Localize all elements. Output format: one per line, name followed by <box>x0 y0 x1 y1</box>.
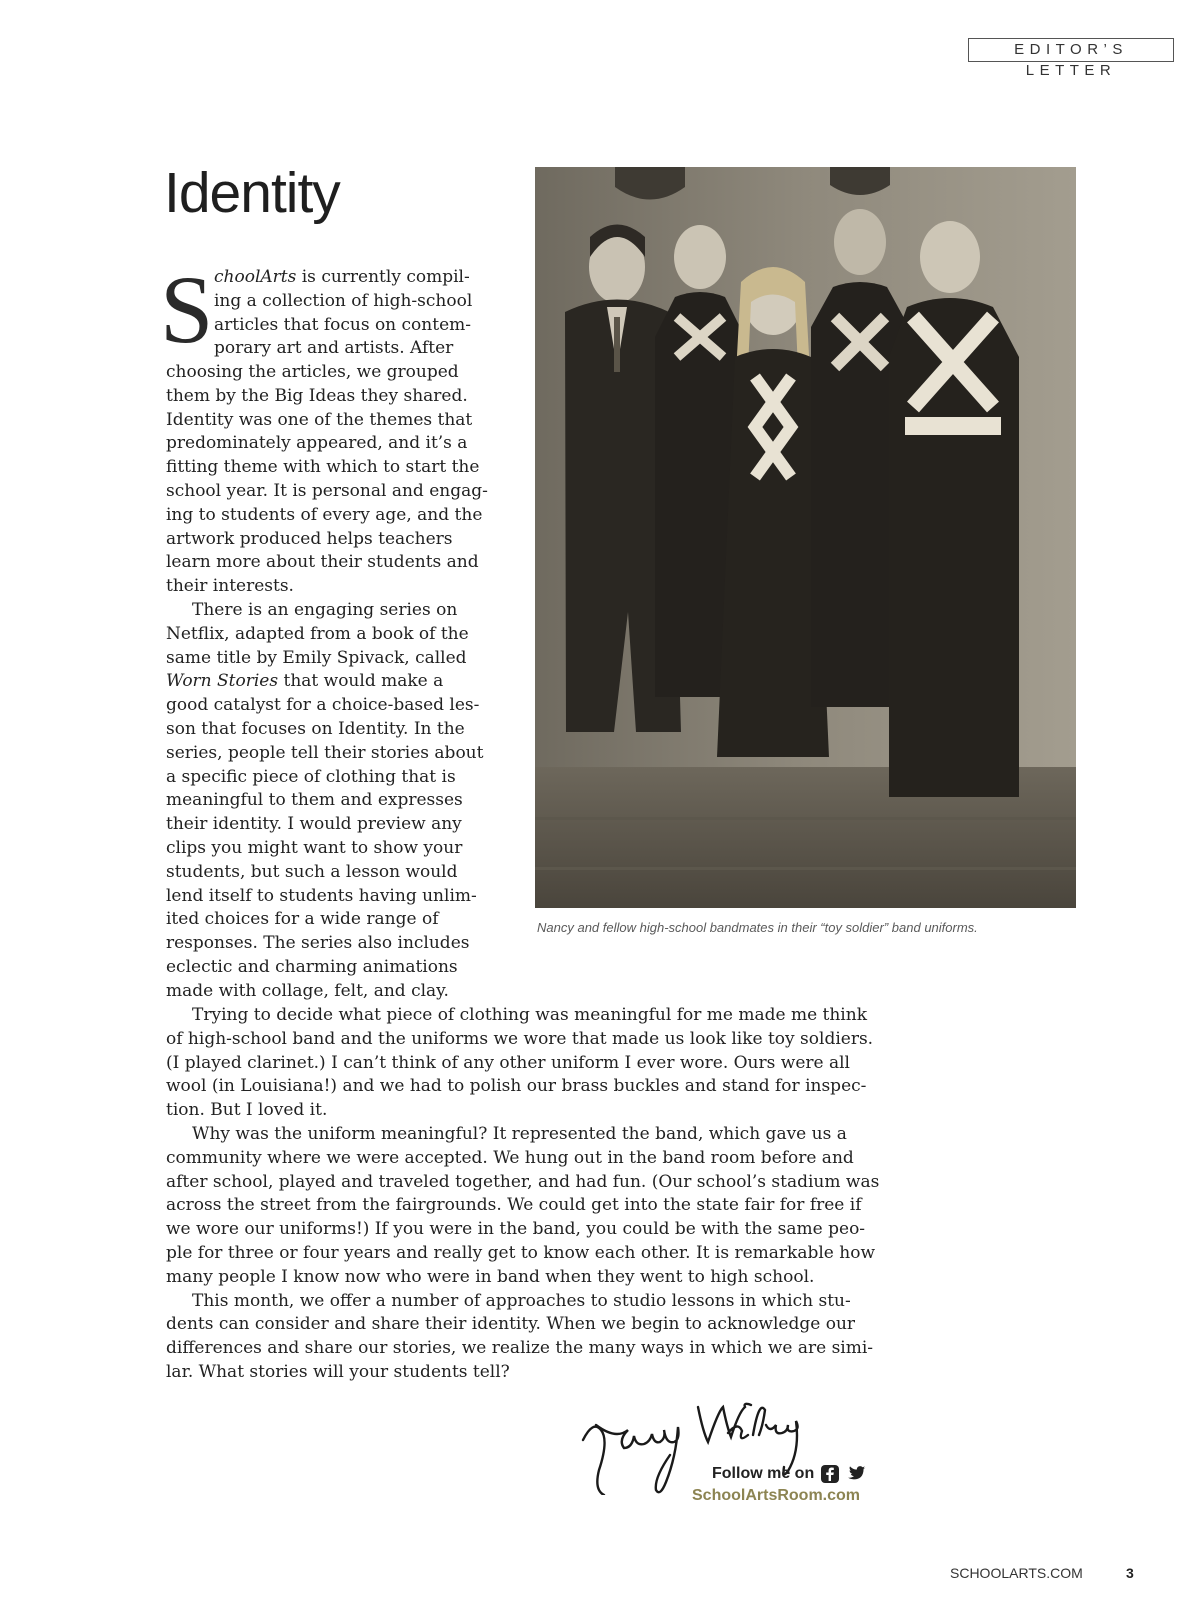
text-line: Worn Stories that would make a <box>166 671 444 692</box>
photo-caption: Nancy and fellow high-school bandmates in their “toy soldier” band uniforms. <box>537 920 978 935</box>
text-line: choolArts is currently compil- <box>214 267 470 287</box>
facebook-icon[interactable] <box>820 1464 840 1484</box>
text-line: their identity. I would preview any <box>166 814 462 835</box>
body-column <box>166 361 488 1004</box>
text-line: This month, we offer a number of approaches to studio lessons in which stu- <box>192 1290 851 1311</box>
text-line: Netflix, adapted from a book of the <box>166 623 469 644</box>
text-line: ited choices for a wide range of <box>166 909 439 930</box>
text-line: Identity was one of the themes that <box>166 409 473 430</box>
follow-me <box>712 1464 866 1484</box>
body-wide <box>166 1004 879 1385</box>
schoolartsroom-link[interactable]: SchoolArtsRoom.com <box>692 1487 861 1504</box>
follow-label: Follow me on <box>712 1465 815 1482</box>
footer-site: SCHOOLARTS.COM <box>950 1565 1083 1581</box>
text-line: fitting theme with which to start the <box>166 457 480 478</box>
section-label: EDITOR’S LETTER <box>968 38 1174 62</box>
text-line: wool (in Louisiana!) and we had to polish our brass buckles and stand for inspec- <box>166 1076 867 1097</box>
band-photo <box>535 167 1076 908</box>
text-line: predominately appeared, and it’s a <box>166 433 468 454</box>
text-line: ple for three or four years and really get to know each other. It is remarkable how <box>166 1242 876 1263</box>
text-line: meaningful to them and expresses <box>166 790 463 811</box>
text-line: tion. But I loved it. <box>166 1100 328 1121</box>
text-line: learn more about their students and <box>166 552 479 573</box>
text-line: ing a collection of high-school <box>214 290 473 311</box>
text-line: school year. It is personal and engag- <box>166 480 488 501</box>
text-line: responses. The series also includes <box>166 933 470 954</box>
text-line: Why was the uniform meaningful? It represented the band, which gave us a <box>192 1123 847 1144</box>
book-title: Worn Stories <box>166 671 279 692</box>
text-line: lar. What stories will your students tell? <box>166 1361 510 1382</box>
text-line: after school, played and traveled together, and had fun. (Our school’s stadium was <box>166 1171 880 1192</box>
text-line: them by the Big Ideas they shared. <box>166 385 468 406</box>
text-line: There is an engaging series on <box>192 599 458 620</box>
page-number: 3 <box>1126 1565 1134 1581</box>
text-line: porary art and artists. After <box>214 338 454 359</box>
text-line: same title by Emily Spivack, called <box>166 647 467 668</box>
band-photo-illustration <box>535 167 1076 908</box>
text-line: articles that focus on contem- <box>214 314 472 335</box>
article-title: Identity <box>164 161 340 225</box>
text-line: of high-school band and the uniforms we wore that made us look like toy soldiers. <box>166 1028 874 1049</box>
text-line: lend itself to students having unlim- <box>166 885 477 906</box>
text-line: we wore our uniforms!) If you were in the band, you could be with the same peo- <box>166 1219 866 1240</box>
text-line: series, people tell their stories about <box>166 742 484 763</box>
text-line: a specific piece of clothing that is <box>166 766 456 787</box>
text-line: clips you might want to show your <box>166 837 463 858</box>
text-line: ing to students of every age, and the <box>166 504 483 525</box>
text-line: community where we were accepted. We hung out in the band room before and <box>166 1147 854 1168</box>
text-line: artwork produced helps teachers <box>166 528 453 549</box>
text-line: many people I know now who were in band when they went to high school. <box>166 1266 815 1287</box>
magazine-name: choolArts <box>214 267 297 287</box>
text-line: differences and share our stories, we realize the many ways in which we are simi- <box>166 1338 874 1359</box>
text-line: made with collage, felt, and clay. <box>166 980 449 1001</box>
drop-cap: S <box>160 256 214 363</box>
text-line: Trying to decide what piece of clothing was meaningful for me made me think <box>192 1005 867 1025</box>
text-line: choosing the articles, we grouped <box>166 362 459 382</box>
text-line: eclectic and charming animations <box>166 956 458 977</box>
text-line: students, but such a lesson would <box>166 861 458 882</box>
text-line: across the street from the fairgrounds. We could get into the state fair for free if <box>166 1195 862 1216</box>
text-line: their interests. <box>166 576 294 597</box>
text-line: (I played clarinet.) I can’t think of any other uniform I ever wore. Ours were all <box>166 1052 850 1073</box>
lead-paragraph <box>214 266 472 361</box>
text-line: son that focuses on Identity. In the <box>166 718 465 739</box>
text-line: dents can consider and share their identity. When we begin to acknowledge our <box>166 1314 856 1335</box>
twitter-icon[interactable] <box>846 1464 866 1484</box>
text-line: good catalyst for a choice-based les- <box>166 695 480 716</box>
